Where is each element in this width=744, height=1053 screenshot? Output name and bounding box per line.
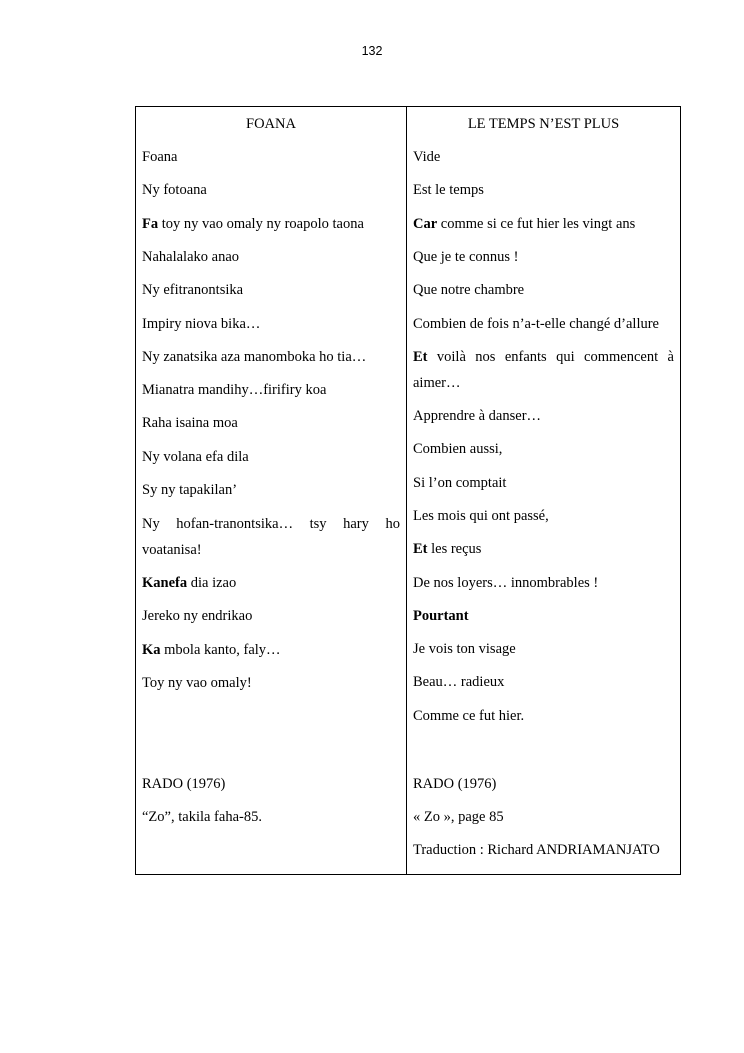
poem-line-wrapped-end: aimer…: [413, 375, 461, 391]
poem-line: Si l’on comptait: [413, 474, 507, 491]
french-column: [407, 107, 680, 874]
bold-word: Car: [413, 215, 438, 232]
poem-line: Combien aussi,: [413, 441, 503, 458]
poem-line-wrapped: [142, 515, 400, 533]
page-number: 132: [361, 44, 383, 58]
poem-line: Que notre chambre: [413, 282, 525, 299]
poem-line: Comme ce fut hier.: [413, 707, 525, 724]
poem-line: [413, 607, 674, 625]
poem-line: Raha isaina moa: [142, 415, 238, 432]
poem-line: Impiry niova bika…: [142, 315, 261, 332]
poem-line: Car comme si ce fut hier les vingt ans: [413, 215, 636, 232]
bold-word: Pourtant: [413, 607, 469, 624]
reference-label: « Zo », page 85: [413, 809, 504, 825]
bold-word: Ka: [142, 641, 161, 658]
poem-line: Ka mbola kanto, faly…: [142, 641, 281, 658]
poem-line: Ny volana efa dila: [142, 448, 249, 465]
poem-line: Foana: [142, 149, 178, 165]
poem-line: Toy ny vao omaly!: [142, 674, 252, 691]
column-title: LE TEMPS N’EST PLUS: [467, 116, 620, 132]
poem-line: Fa toy ny vao omaly ny roapolo taona: [142, 215, 364, 232]
word: à: [667, 349, 674, 365]
word: tsy: [309, 516, 327, 532]
column-title: FOANA: [246, 116, 296, 132]
bold-word: Fa: [142, 215, 159, 232]
poem-line: De nos loyers… innombrables !: [413, 574, 599, 591]
bold-word: Kanefa: [142, 575, 188, 591]
poem-line: Que je te connus !: [413, 248, 519, 265]
reference-label: “Zo”, takila faha-85.: [142, 809, 262, 825]
poem-line: Je vois ton visage: [413, 641, 516, 658]
translation-credit: Traduction : Richard ANDRIAMANJATO: [413, 842, 660, 858]
word: Ny: [142, 516, 160, 532]
poem-line: Sy ny tapakilan’: [142, 482, 238, 498]
poem-line: Apprendre à danser…: [413, 408, 542, 424]
poem-line: Ny zanatsika aza manomboka ho tia…: [142, 348, 367, 365]
poem-line: Vide: [413, 149, 441, 165]
poem-line: Combien de fois n’a-t-elle changé d’allure: [413, 315, 659, 332]
source-label: RADO (1976): [142, 776, 226, 792]
poem-line: Jereko ny endrikao: [142, 608, 253, 625]
word: hofan-tranontsika…: [176, 516, 294, 532]
word: hary: [343, 516, 369, 532]
word: ho: [385, 516, 400, 532]
word: qui: [556, 349, 575, 365]
poem-line-wrapped: [413, 348, 674, 366]
malagasy-column: [136, 107, 406, 874]
poem-line: Et les reçus: [413, 541, 482, 558]
poem-line: Ny efitranontsika: [142, 282, 244, 299]
bold-word: Et: [413, 541, 428, 558]
word: enfants: [504, 349, 547, 365]
poem-line-wrapped-end: voatanisa!: [142, 542, 202, 558]
poem-table: [135, 106, 681, 875]
poem-line: Les mois qui ont passé,: [413, 507, 549, 524]
word: commencent: [584, 349, 659, 365]
word: nos: [475, 349, 496, 365]
word: Et: [413, 349, 428, 365]
poem-line: Ny fotoana: [142, 182, 207, 199]
poem-line: Mianatra mandihy…firifiry koa: [142, 382, 327, 399]
poem-line: Kanefa dia izao: [142, 575, 237, 591]
poem-line: Beau… radieux: [413, 674, 505, 691]
poem-line: Nahalalako anao: [142, 248, 240, 265]
source-label: RADO (1976): [413, 776, 497, 792]
poem-line: Est le temps: [413, 182, 484, 199]
word: voilà: [436, 349, 466, 365]
